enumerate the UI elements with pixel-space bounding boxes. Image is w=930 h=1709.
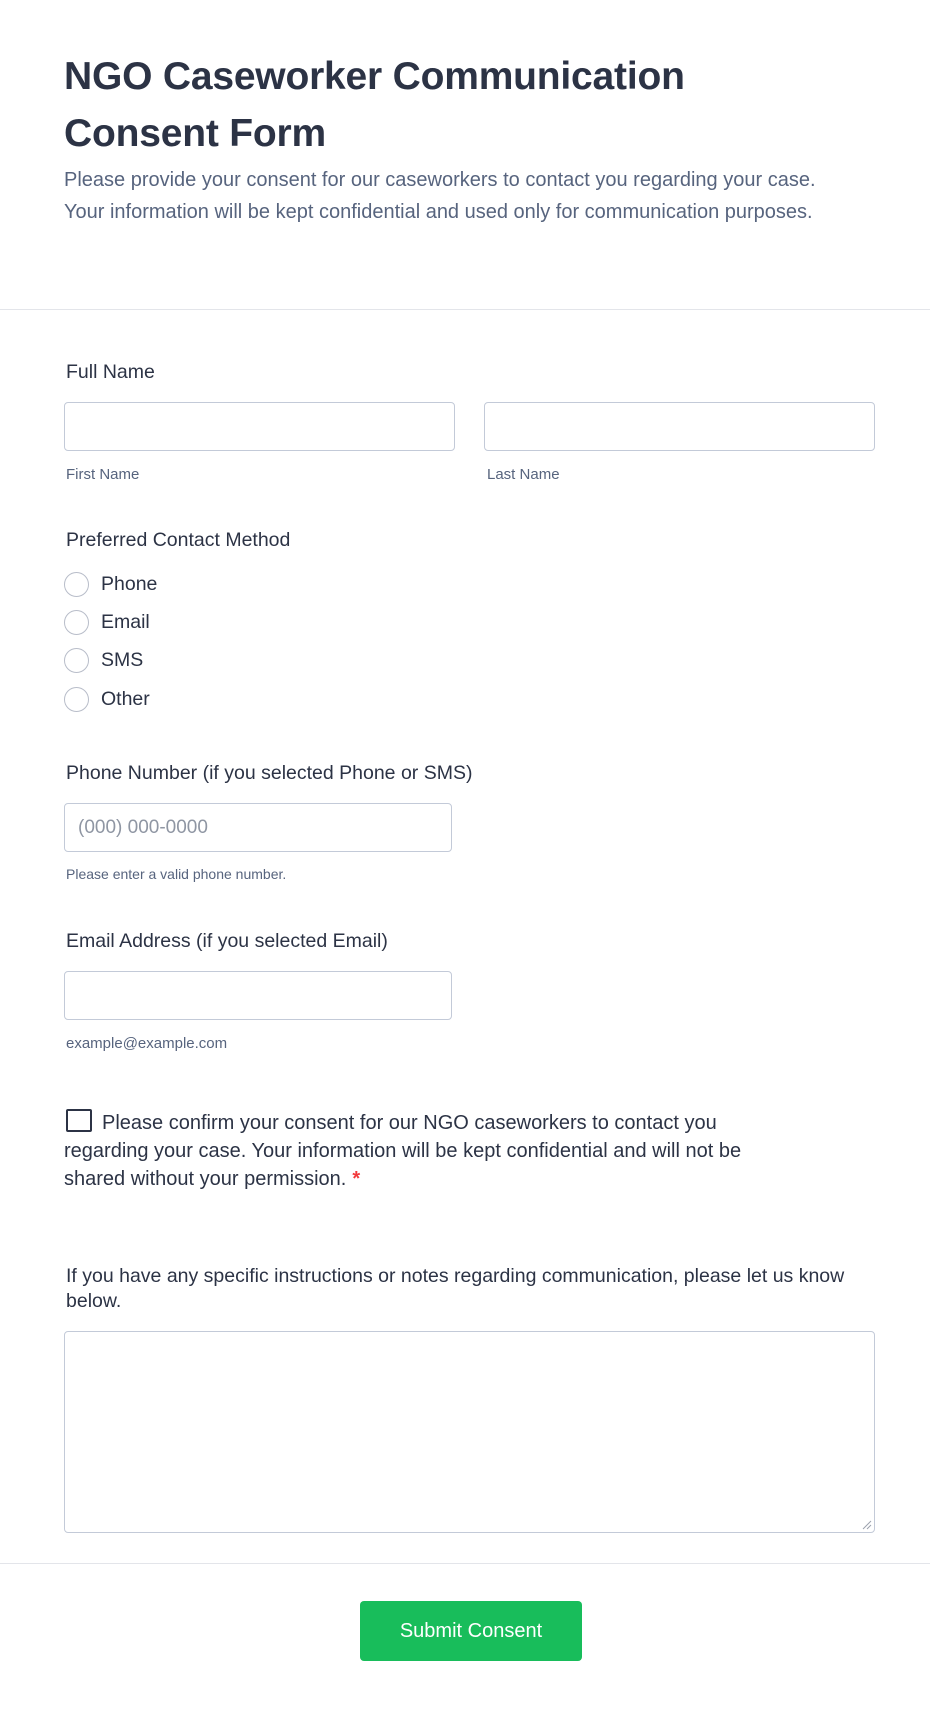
radio-option-sms[interactable] bbox=[64, 647, 143, 673]
radio-label-email: Email bbox=[101, 610, 150, 633]
radio-sms[interactable] bbox=[64, 648, 89, 673]
consent-field bbox=[64, 1109, 784, 1193]
form-header bbox=[0, 0, 930, 310]
consent-checkbox[interactable] bbox=[66, 1109, 92, 1132]
form-title: NGO Caseworker Communication Consent Form bbox=[64, 55, 685, 155]
first-name-input[interactable] bbox=[64, 402, 455, 451]
radio-option-email[interactable] bbox=[64, 609, 150, 635]
phone-label: Phone Number (if you selected Phone or SMS) bbox=[66, 762, 473, 784]
consent-text: Please confirm your consent for our NGO caseworkers to contact you regarding your case. Your information will be kept confidential and will not be shared without your permission. bbox=[64, 1112, 742, 1190]
radio-email[interactable] bbox=[64, 610, 89, 635]
form-description: Please provide your consent for our caseworkers to contact you regarding your case. Your information will be kept confidential and used only for communication purposes. bbox=[64, 169, 816, 223]
submit-consent-button[interactable]: Submit Consent bbox=[360, 1601, 582, 1661]
radio-other[interactable] bbox=[64, 687, 89, 712]
last-name-input[interactable] bbox=[484, 402, 875, 451]
radio-option-other[interactable] bbox=[64, 686, 150, 712]
contact-method-label: Preferred Contact Method bbox=[66, 529, 291, 551]
notes-textarea[interactable] bbox=[64, 1331, 875, 1533]
full-name-label: Full Name bbox=[66, 361, 155, 383]
email-sublabel: example@example.com bbox=[66, 1035, 228, 1052]
email-input[interactable] bbox=[64, 971, 452, 1020]
notes-label: If you have any specific instructions or notes regarding communication, please let us know below. bbox=[66, 1265, 845, 1312]
email-label: Email Address (if you selected Email) bbox=[66, 930, 388, 952]
radio-label-sms: SMS bbox=[101, 648, 144, 671]
first-name-sublabel: First Name bbox=[66, 466, 140, 483]
resize-grip-icon[interactable] bbox=[860, 1518, 872, 1530]
phone-sublabel: Please enter a valid phone number. bbox=[66, 866, 287, 882]
last-name-sublabel: Last Name bbox=[487, 466, 560, 483]
radio-phone[interactable] bbox=[64, 572, 89, 597]
phone-input[interactable] bbox=[64, 803, 452, 852]
required-indicator: * bbox=[352, 1168, 361, 1190]
radio-label-phone: Phone bbox=[101, 572, 158, 595]
radio-option-phone[interactable] bbox=[64, 571, 157, 597]
radio-label-other: Other bbox=[101, 687, 150, 710]
